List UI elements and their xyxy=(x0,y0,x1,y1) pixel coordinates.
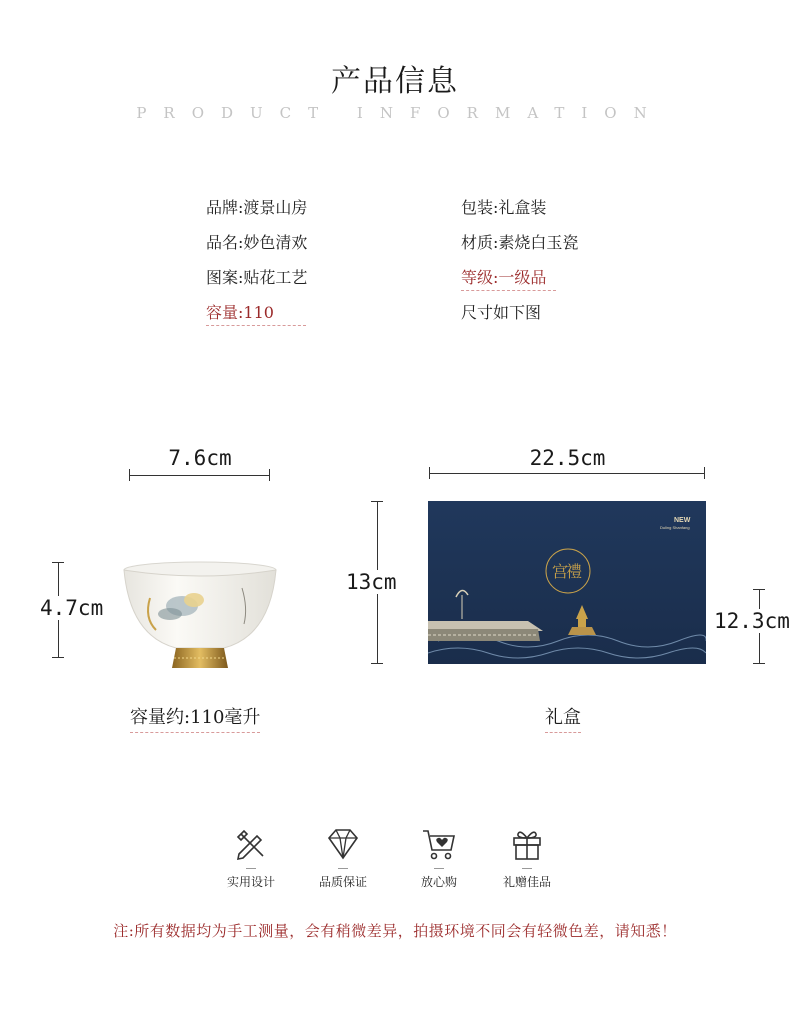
box-height-outer-label: 13cm xyxy=(346,570,397,594)
info-label: 品牌: xyxy=(206,198,244,217)
box-height-inner-tick-bottom xyxy=(753,663,765,664)
feature-label: 实用设计 xyxy=(226,875,275,889)
pencil-ruler-icon xyxy=(233,826,269,862)
info-label: 品名: xyxy=(206,233,244,252)
info-value: 素烧白玉瓷 xyxy=(498,233,579,252)
info-label: 图案: xyxy=(206,268,244,287)
info-value: 贴花工艺 xyxy=(243,268,308,287)
info-value: 妙色清欢 xyxy=(243,233,308,252)
info-grade xyxy=(461,265,556,288)
info-label: 等级: xyxy=(461,268,499,287)
cup-height-tick-top xyxy=(52,562,64,563)
box-badge-sub: Duling Shanfang xyxy=(660,525,690,530)
info-product-name xyxy=(206,230,307,253)
box-width-line xyxy=(430,473,705,474)
box-height-outer-tick-bottom xyxy=(371,663,383,664)
box-badge: NEW xyxy=(674,517,691,524)
cart-heart-icon xyxy=(421,826,457,862)
box-width-tick-left xyxy=(429,467,430,479)
info-value: 尺寸如下图 xyxy=(461,303,542,322)
info-label: 包装: xyxy=(461,198,499,217)
box-width-label: 22.5cm xyxy=(529,446,606,470)
cup-caption: 容量约:110毫升 xyxy=(130,703,260,729)
feature-practical-design xyxy=(206,826,296,890)
box-height-outer-tick-top xyxy=(371,501,383,502)
feature-gift xyxy=(482,826,572,890)
info-brand xyxy=(206,195,307,218)
info-pattern xyxy=(206,265,307,288)
feature-quality xyxy=(298,826,388,890)
diamond-icon xyxy=(325,826,361,862)
cup-width-line xyxy=(130,475,270,476)
measurement-note: 注:所有数据均为手工测量，会有稍微差异，拍摄环境不同会有轻微色差，请知悉！ xyxy=(113,922,677,940)
cup-height-tick-bottom xyxy=(52,657,64,658)
cup-image xyxy=(120,558,280,676)
cup-width-tick-right xyxy=(269,469,270,481)
info-value: 渡景山房 xyxy=(243,198,308,217)
cup-height-label: 4.7cm xyxy=(40,596,104,620)
box-width-tick-right xyxy=(704,467,705,479)
info-value: 礼盒装 xyxy=(498,198,547,217)
gift-icon xyxy=(509,826,545,862)
feature-label: 放心购 xyxy=(420,875,457,889)
box-height-inner-tick-top xyxy=(753,589,765,590)
info-packaging xyxy=(461,195,546,218)
info-label: 容量: xyxy=(206,303,244,322)
info-value: 110 xyxy=(243,303,274,322)
info-material xyxy=(461,230,578,253)
info-size-note xyxy=(461,300,541,323)
cup-width-label: 7.6cm xyxy=(168,446,232,470)
feature-label: 品质保证 xyxy=(318,875,367,889)
page-title: 产品信息 xyxy=(331,64,459,99)
feature-safe-buy xyxy=(394,826,484,890)
box-height-inner-label: 12.3cm xyxy=(714,609,790,633)
feature-label: 礼赠佳品 xyxy=(502,875,551,889)
gift-box-image xyxy=(428,501,706,664)
cup-width-tick-left xyxy=(129,469,130,481)
box-caption: 礼盒 xyxy=(545,703,581,729)
box-seal-text: 宫禮 xyxy=(552,562,581,581)
page-subtitle: PRODUCT INFORMATION xyxy=(136,104,664,122)
info-capacity xyxy=(206,300,306,323)
info-label: 材质: xyxy=(461,233,499,252)
info-value: 一级品 xyxy=(498,268,547,287)
